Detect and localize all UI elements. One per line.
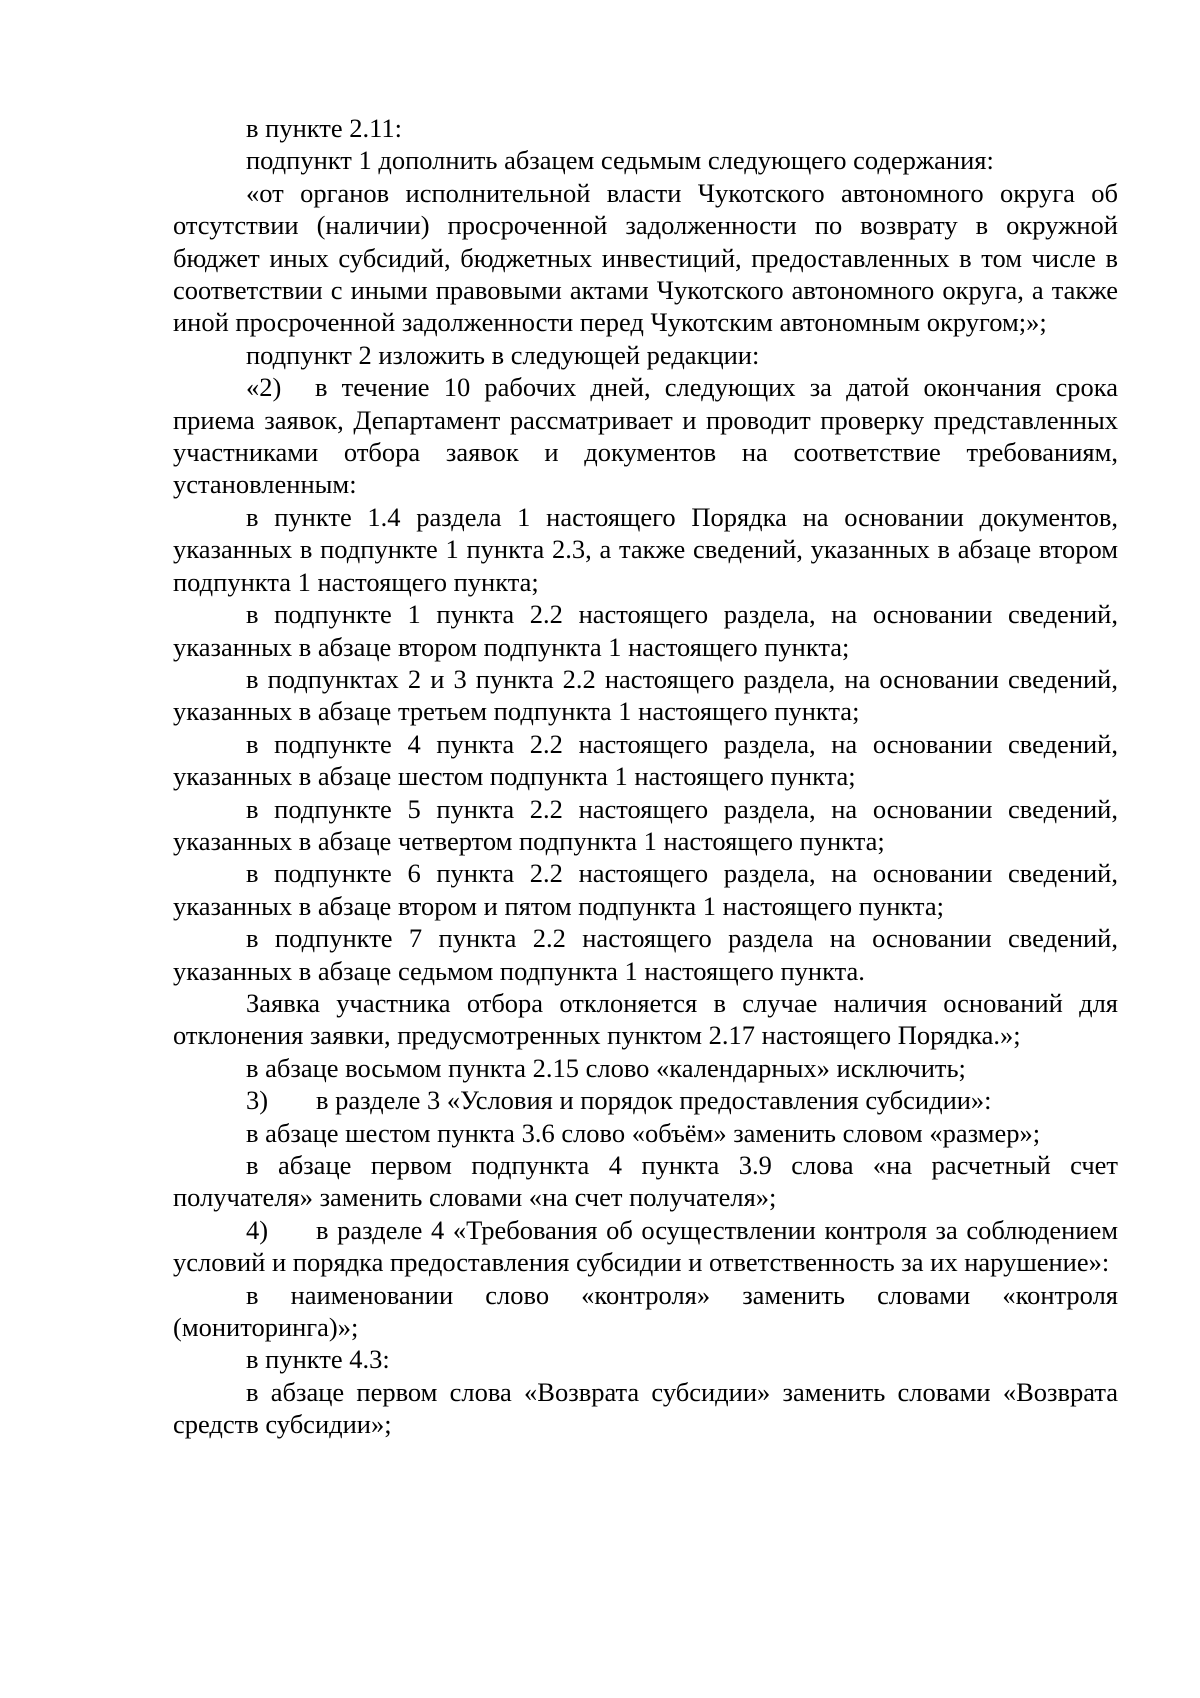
paragraph: в абзаце первом слова «Возврата субсидии» заменить словами «Возврата средств субсидии»;	[173, 1376, 1118, 1440]
paragraph: в абзаце первом подпункта 4 пункта 3.9 слова «на расчетный счет получателя» заменить словами «на счет получателя»;	[173, 1150, 1118, 1213]
paragraph: в подпункте 5 пункта 2.2 настоящего раздела, на основании сведений, указанных в абзаце четвертом подпункта 1 настоящего пункта;	[173, 793, 1118, 856]
paragraph: подпункт 2 изложить в следующей редакции:	[246, 339, 760, 370]
paragraph: в пункте 1.4 раздела 1 настоящего Порядка на основании документов, указанных в подпункте 1 пункта 2.3, а также сведений, указанных в абзаце втором подпункта 1 настоящего пункта;	[173, 501, 1118, 597]
numbered-paragraph	[173, 371, 1118, 501]
paragraph-number: «2)	[246, 372, 282, 403]
paragraph: в наименовании слово «контроля» заменить словами «контроля (мониторинга)»;	[173, 1279, 1118, 1343]
document-body	[173, 112, 1118, 1441]
paragraph: в подпункте 6 пункта 2.2 настоящего раздела, на основании сведений, указанных в абзаце втором и пятом подпункта 1 настоящего пункта;	[173, 858, 1118, 921]
paragraph: в пункте 4.3:	[246, 1344, 390, 1375]
paragraph-text: в разделе 3 «Условия и порядок предоставления субсидии»:	[316, 1085, 992, 1116]
paragraph-number: 4)	[246, 1214, 269, 1245]
paragraph: «от органов исполнительной власти Чукотского автономного округа об отсутствии (наличии) просроченной задолженности по возврату в окружной бюджет иных субсидий, бюджетных инвестиций, предоставленных в том числе в соответствии с иными правовыми актами Чукотского автономного округа, а также иной просроченной задолженности перед Чукотским автономным округом;»;	[173, 177, 1118, 338]
paragraph: в подпункте 7 пункта 2.2 настоящего раздела на основании сведений, указанных в абзаце седьмом подпункта 1 настоящего пункта.	[173, 923, 1118, 986]
paragraph: Заявка участника отбора отклоняется в случае наличия оснований для отклонения заявки, предусмотренных пунктом 2.17 настоящего Порядка.»;	[173, 987, 1118, 1051]
numbered-paragraph	[173, 1084, 1118, 1116]
paragraph: в пункте 2.11:	[246, 113, 402, 143]
paragraph-text: в течение 10 рабочих дней, следующих за датой окончания срока приема заявок, Департамент рассматривает и проводит проверку представленных участниками отбора заявок и документов на соответствие требованиям, установленным:	[173, 372, 1118, 500]
paragraph-number: 3)	[246, 1085, 269, 1116]
paragraph: в подпунктах 2 и 3 пункта 2.2 настоящего раздела, на основании сведений, указанных в абзаце третьем подпункта 1 настоящего пункта;	[173, 663, 1118, 727]
paragraph: в подпункте 4 пункта 2.2 настоящего раздела, на основании сведений, указанных в абзаце шестом подпункта 1 настоящего пункта;	[173, 728, 1118, 792]
paragraph-text: в разделе 4 «Требования об осуществлении контроля за соблюдением условий и порядка предоставления субсидии и ответственность за их нарушение»:	[173, 1214, 1118, 1278]
numbered-paragraph	[173, 1214, 1118, 1279]
paragraph: в абзаце шестом пункта 3.6 слово «объём» заменить словом «размер»;	[246, 1117, 1041, 1148]
paragraph: подпункт 1 дополнить абзацем седьмым следующего содержания:	[246, 145, 994, 176]
paragraph: в абзаце восьмом пункта 2.15 слово «календарных» исключить;	[246, 1052, 966, 1083]
paragraph: в подпункте 1 пункта 2.2 настоящего раздела, на основании сведений, указанных в абзаце втором подпункта 1 настоящего пункта;	[173, 599, 1118, 662]
